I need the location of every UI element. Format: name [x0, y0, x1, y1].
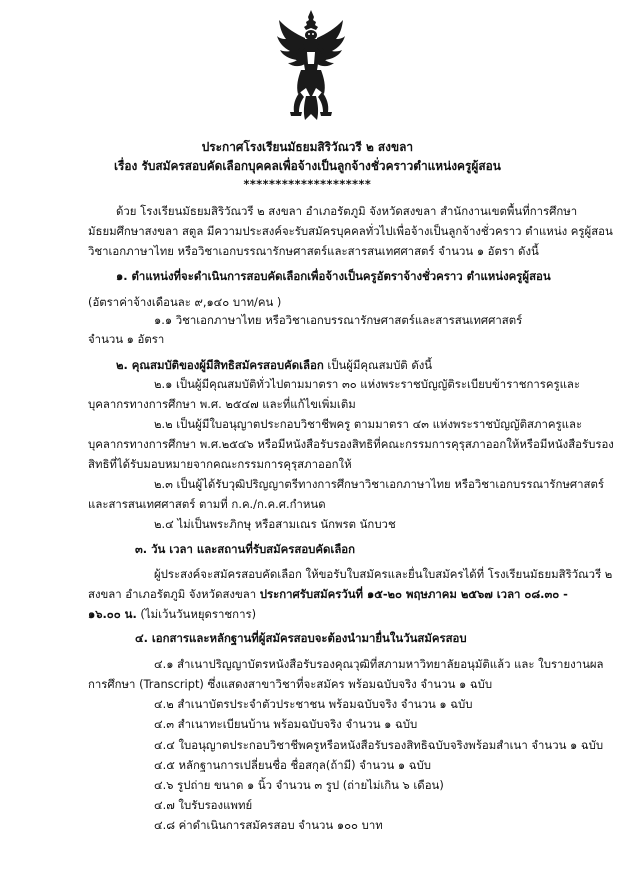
intro-line: มัธยมศึกษาสงขลา สตูล มีความประสงค์จะรับสมัครบุคคลทั่วไปเพื่อจ้างเป็นลูกจ้างชั่วคราว ตำแหน่ง ครูผู้สอน — [88, 224, 613, 238]
qualification-item: สิทธิที่ได้รับมอบหมายจากคณะกรรมการคุรุสภาออกให้ — [88, 457, 352, 471]
document-item: ๔.๖ รูปถ่าย ขนาด ๑ นิ้ว จำนวน ๓ รูป (ถ่ายไม่เกิน ๖ เดือน) — [154, 778, 444, 792]
section-2-heading-tail: เป็นผู้มีคุณสมบัติ ดังนี้ — [323, 358, 433, 372]
qualification-item: ๒.๓ เป็นผู้ได้รับวุฒิปริญญาตรีทางการศึกษาวิชาเอกภาษาไทย หรือวิชาเอกบรรณารักษศาสตร์ — [154, 477, 605, 491]
document-title: ประกาศโรงเรียนมัธยมสิริวัณวรี ๒ สงขลา — [201, 140, 414, 154]
document-item: ๔.๓ สำเนาทะเบียนบ้าน พร้อมฉบับจริง จำนวน ๑ ฉบับ — [154, 717, 418, 731]
document-item: การศึกษา (Transcript) ซึ่งแสดงสาขาวิชาที่จะสมัคร พร้อมฉบับจริง จำนวน ๑ ฉบับ — [88, 677, 493, 691]
intro-line: วิชาเอกภาษาไทย หรือวิชาเอกบรรณารักษศาสตร์และสารสนเทศศาสตร์ จำนวน ๑ อัตรา ดังนี้ — [88, 244, 539, 258]
application-end-time: ๑๖.๐๐ น. — [88, 607, 137, 621]
document-item: ๔.๑ สำเนาปริญญาบัตรหนังสือรับรองคุณวุฒิที่สภามหาวิทยาลัยอนุมัติแล้ว และ ใบรายงานผล — [154, 657, 604, 671]
section-3-heading: ๓. วัน เวลา และสถานที่รับสมัครสอบคัดเลือก — [135, 542, 356, 556]
application-dates: ประกาศรับสมัครวันที่ ๑๕-๒๐ พฤษภาคม ๒๕๖๗ เวลา ๐๘.๓๐ - — [259, 587, 568, 601]
intro-line: ด้วย โรงเรียนมัธยมสิริวัณวรี ๒ สงขลา อำเภอรัตภูมิ จังหวัดสงขลา สำนักงานเขตพื้นที่การศึกษา — [116, 204, 578, 218]
document-item: ๔.๘ ค่าดำเนินการสมัครสอบ จำนวน ๑๐๐ บาท — [154, 818, 383, 832]
qualification-item: ๒.๒ เป็นผู้มีใบอนุญาตประกอบวิชาชีพครู ตามมาตรา ๔๓ แห่งพระราชบัญญัติสภาครูและ — [154, 417, 583, 431]
section-4-heading: ๔. เอกสารและหลักฐานที่ผู้สมัครสอบจะต้องนำมายื่นในวันสมัครสอบ — [135, 631, 467, 645]
document-item: ๔.๒ สำเนาบัตรประจำตัวประชาชน พร้อมฉบับจริง จำนวน ๑ ฉบับ — [154, 697, 473, 711]
document-item: ๔.๔ ใบอนุญาตประกอบวิชาชีพครูหรือหนังสือรับรองสิทธิฉบับจริงพร้อมสำเนา จำนวน ๑ ฉบับ — [154, 738, 604, 752]
section-1-heading: ๑. ตำแหน่งที่จะดำเนินการสอบคัดเลือกเพื่อจ้างเป็นครูอัตราจ้างชั่วคราว ตำแหน่งครูผู้สอน — [116, 269, 551, 283]
document-item: ๔.๕ หลักฐานการเปลี่ยนชื่อ ชื่อสกุล(ถ้ามี) จำนวน ๑ ฉบับ — [154, 758, 431, 772]
qualification-item: ๒.๔ ไม่เป็นพระภิกษุ หรือสามเณร นักพรต นักบวช — [154, 517, 396, 531]
application-info: ผู้ประสงค์จะสมัครสอบคัดเลือก ให้ขอรับใบสมัครและยื่นใบสมัครได้ที่ โรงเรียนมัธยมสิริวัณวรี ๒ — [154, 567, 613, 581]
section-2-heading: ๒. คุณสมบัติของผู้มีสิทธิสมัครสอบคัดเลือก — [116, 358, 324, 372]
qualification-item: บุคลากรทางการศึกษา พ.ศ. ๒๕๔๗ และที่แก้ไขเพิ่มเติม — [88, 397, 356, 411]
qualification-item: ๒.๑ เป็นผู้มีคุณสมบัติทั่วไปตามมาตรา ๓๐ แห่งพระราชบัญญัติระเบียบข้าราชการครูและ — [154, 377, 581, 391]
section-2-heading-line — [116, 357, 432, 373]
document-subject: เรื่อง รับสมัครสอบคัดเลือกบุคคลเพื่อจ้างเป็นลูกจ้างชั่วคราวตำแหน่งครูผู้สอน — [113, 159, 501, 173]
qualification-item: บุคลากรทางการศึกษา พ.ศ.๒๕๔๖ หรือมีหนังสือรับรองสิทธิที่คณะกรรมการคุรุสภาออกให้หรือมีหนังสือรับรอง — [88, 437, 614, 451]
header-separator: ******************** — [243, 177, 372, 191]
application-note: (ไม่เว้นวันหยุดราชการ) — [136, 607, 257, 621]
qualification-item: และสารสนเทศศาสตร์ ตามที่ ก.ค./ก.ค.ศ.กำหนด — [88, 497, 326, 511]
application-time-line — [88, 606, 256, 622]
garuda-emblem-icon — [276, 8, 346, 124]
document-item: ๔.๗ ใบรับรองแพทย์ — [154, 798, 253, 812]
salary-rate: (อัตราค่าจ้างเดือนละ ๙,๑๔๐ บาท/คน ) — [88, 295, 282, 309]
section-1-item: ๑.๑ วิชาเอกภาษาไทย หรือวิชาเอกบรรณารักษศาสตร์และสารสนเทศศาสตร์ — [154, 313, 523, 327]
position-count: จำนวน ๑ อัตรา — [88, 332, 165, 346]
application-info-line — [88, 586, 568, 602]
application-location: สงขลา อำเภอรัตภูมิ จังหวัดสงขลา — [88, 587, 260, 601]
